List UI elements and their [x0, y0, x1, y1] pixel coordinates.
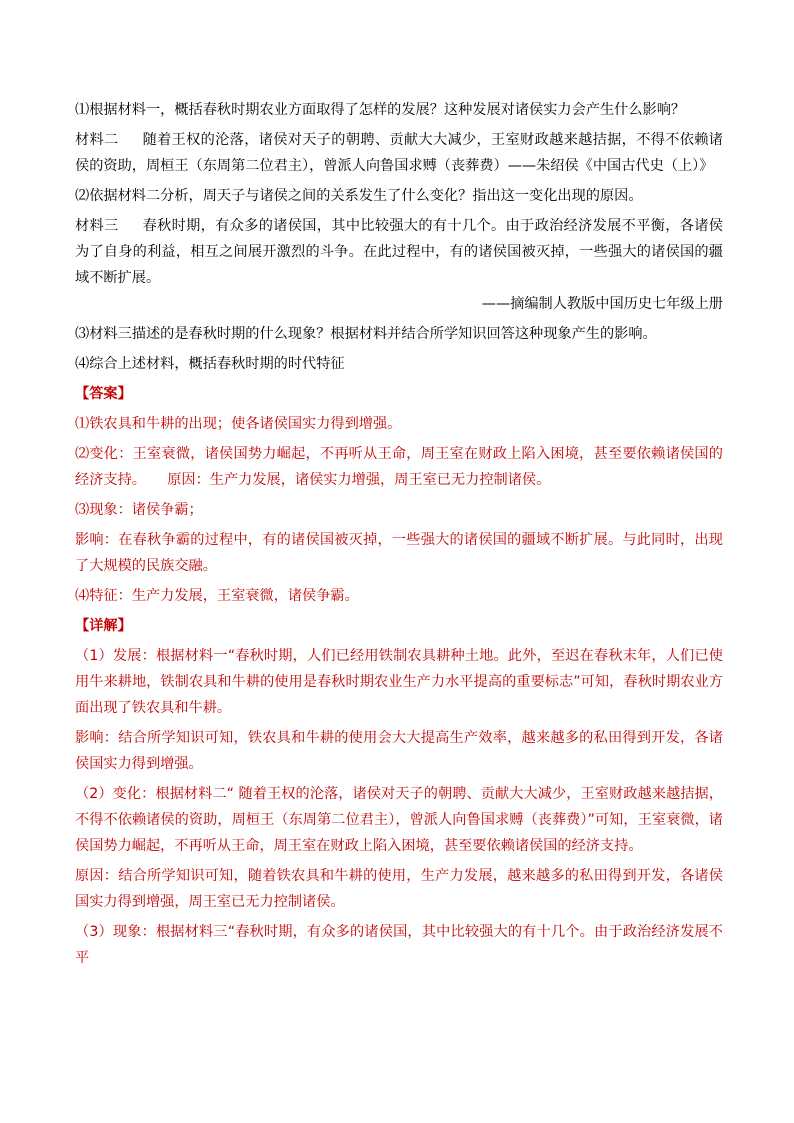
explanation-1-effect: 影响：结合所学知识可知，铁农具和牛耕的使用会大大提高生产效率，越来越多的私田得到开发，各诸侯国实力得到增强。: [75, 730, 723, 772]
explanation-1-development: （1）发展：根据材料一“春秋时期，人们已经用铁制农具耕种土地。此外，至迟在春秋末年，人们已使用牛来耕地，铁制农具和牛耕的使用是春秋时期农业生产力水平提高的重要标志”可知，春秋时期农业方面出现了铁农具和牛耕。: [75, 648, 723, 716]
explanation-2-reason: 原因：结合所学知识可知，随着铁农具和牛耕的使用，生产力发展，越来越多的私田得到开发，各诸侯国实力得到增强，周王室已无力控制诸侯。: [75, 868, 723, 910]
answer-3-effect: 影响：在春秋争霸的过程中，有的诸侯国被灭掉，一些强大的诸侯国的疆域不断扩展。与此同时，出现了大规模的民族交融。: [75, 532, 723, 574]
question-3: ⑶材料三描述的是春秋时期的什么现象？根据材料并结合所学知识回答这种现象产生的影响。: [75, 326, 657, 342]
document-content: [75, 97, 723, 975]
answer-header: 【答案】: [75, 386, 132, 402]
explanation-header: 【详解】: [75, 618, 132, 634]
material-2-label: 材料二: [75, 132, 119, 148]
question-2: ⑵依据材料二分析，周天子与诸侯之间的关系发生了什么变化？指出这一变化出现的原因。: [75, 188, 643, 204]
explanation-3-phenomenon: （3）现象：根据材料三“春秋时期，有众多的诸侯国，其中比较强大的有十几个。由于政治经济发展不平: [75, 924, 723, 966]
answer-4: ⑷特征：生产力发展，王室衰微，诸侯争霸。: [75, 588, 359, 604]
material-3-source: ——摘编制人教版中国历史七年级上册: [481, 296, 723, 312]
explanation-2-change: （2）变化：根据材料二“ 随着王权的沦落，诸侯对天子的朝聘、贡献大大减少，王室财政越来越拮据，不得不依赖诸侯的资助，周桓王（东周第二位君主），曾派人向鲁国求赙（丧葬费）”可知，王室衰微，诸侯国势力崛起，不再听从王命，周王室在财政上陷入困境，甚至要依赖诸侯国的经济支持。: [75, 786, 723, 854]
question-4: ⑷综合上述材料，概括春秋时期的时代特征: [75, 356, 345, 372]
material-3: [75, 213, 723, 317]
material-3-text: 春秋时期，有众多的诸侯国，其中比较强大的有十几个。由于政治经济发展不平衡，各诸侯为了自身的利益，相互之间展开激烈的斗争。在此过程中，有的诸侯国被灭掉，一些强大的诸侯国的疆域不断扩展。: [75, 218, 723, 286]
material-2: [75, 127, 723, 179]
material-2-text: 随着王权的沦落，诸侯对天子的朝聘、贡献大大减少，王室财政越来越拮据，不得不依赖诸侯的资助，周桓王（东周第二位君主），曾派人向鲁国求赙（丧葬费）——朱绍侯《中国古代史（上）》: [75, 132, 723, 174]
answer-1: ⑴铁农具和牛耕的出现；使各诸侯国实力得到增强。: [75, 416, 402, 432]
answer-2: ⑵变化：王室衰微，诸侯国势力崛起，不再听从王命，周王室在财政上陷入困境，甚至要依赖诸侯国的经济支持。 原因：生产力发展，诸侯实力增强，周王室已无力控制诸侯。: [75, 446, 723, 488]
material-3-label: 材料三: [75, 218, 119, 234]
question-1: ⑴根据材料一，概括春秋时期农业方面取得了怎样的发展？这种发展对诸侯实力会产生什么影响？: [75, 102, 686, 118]
answer-3-phenomenon: ⑶现象：诸侯争霸；: [75, 502, 203, 518]
